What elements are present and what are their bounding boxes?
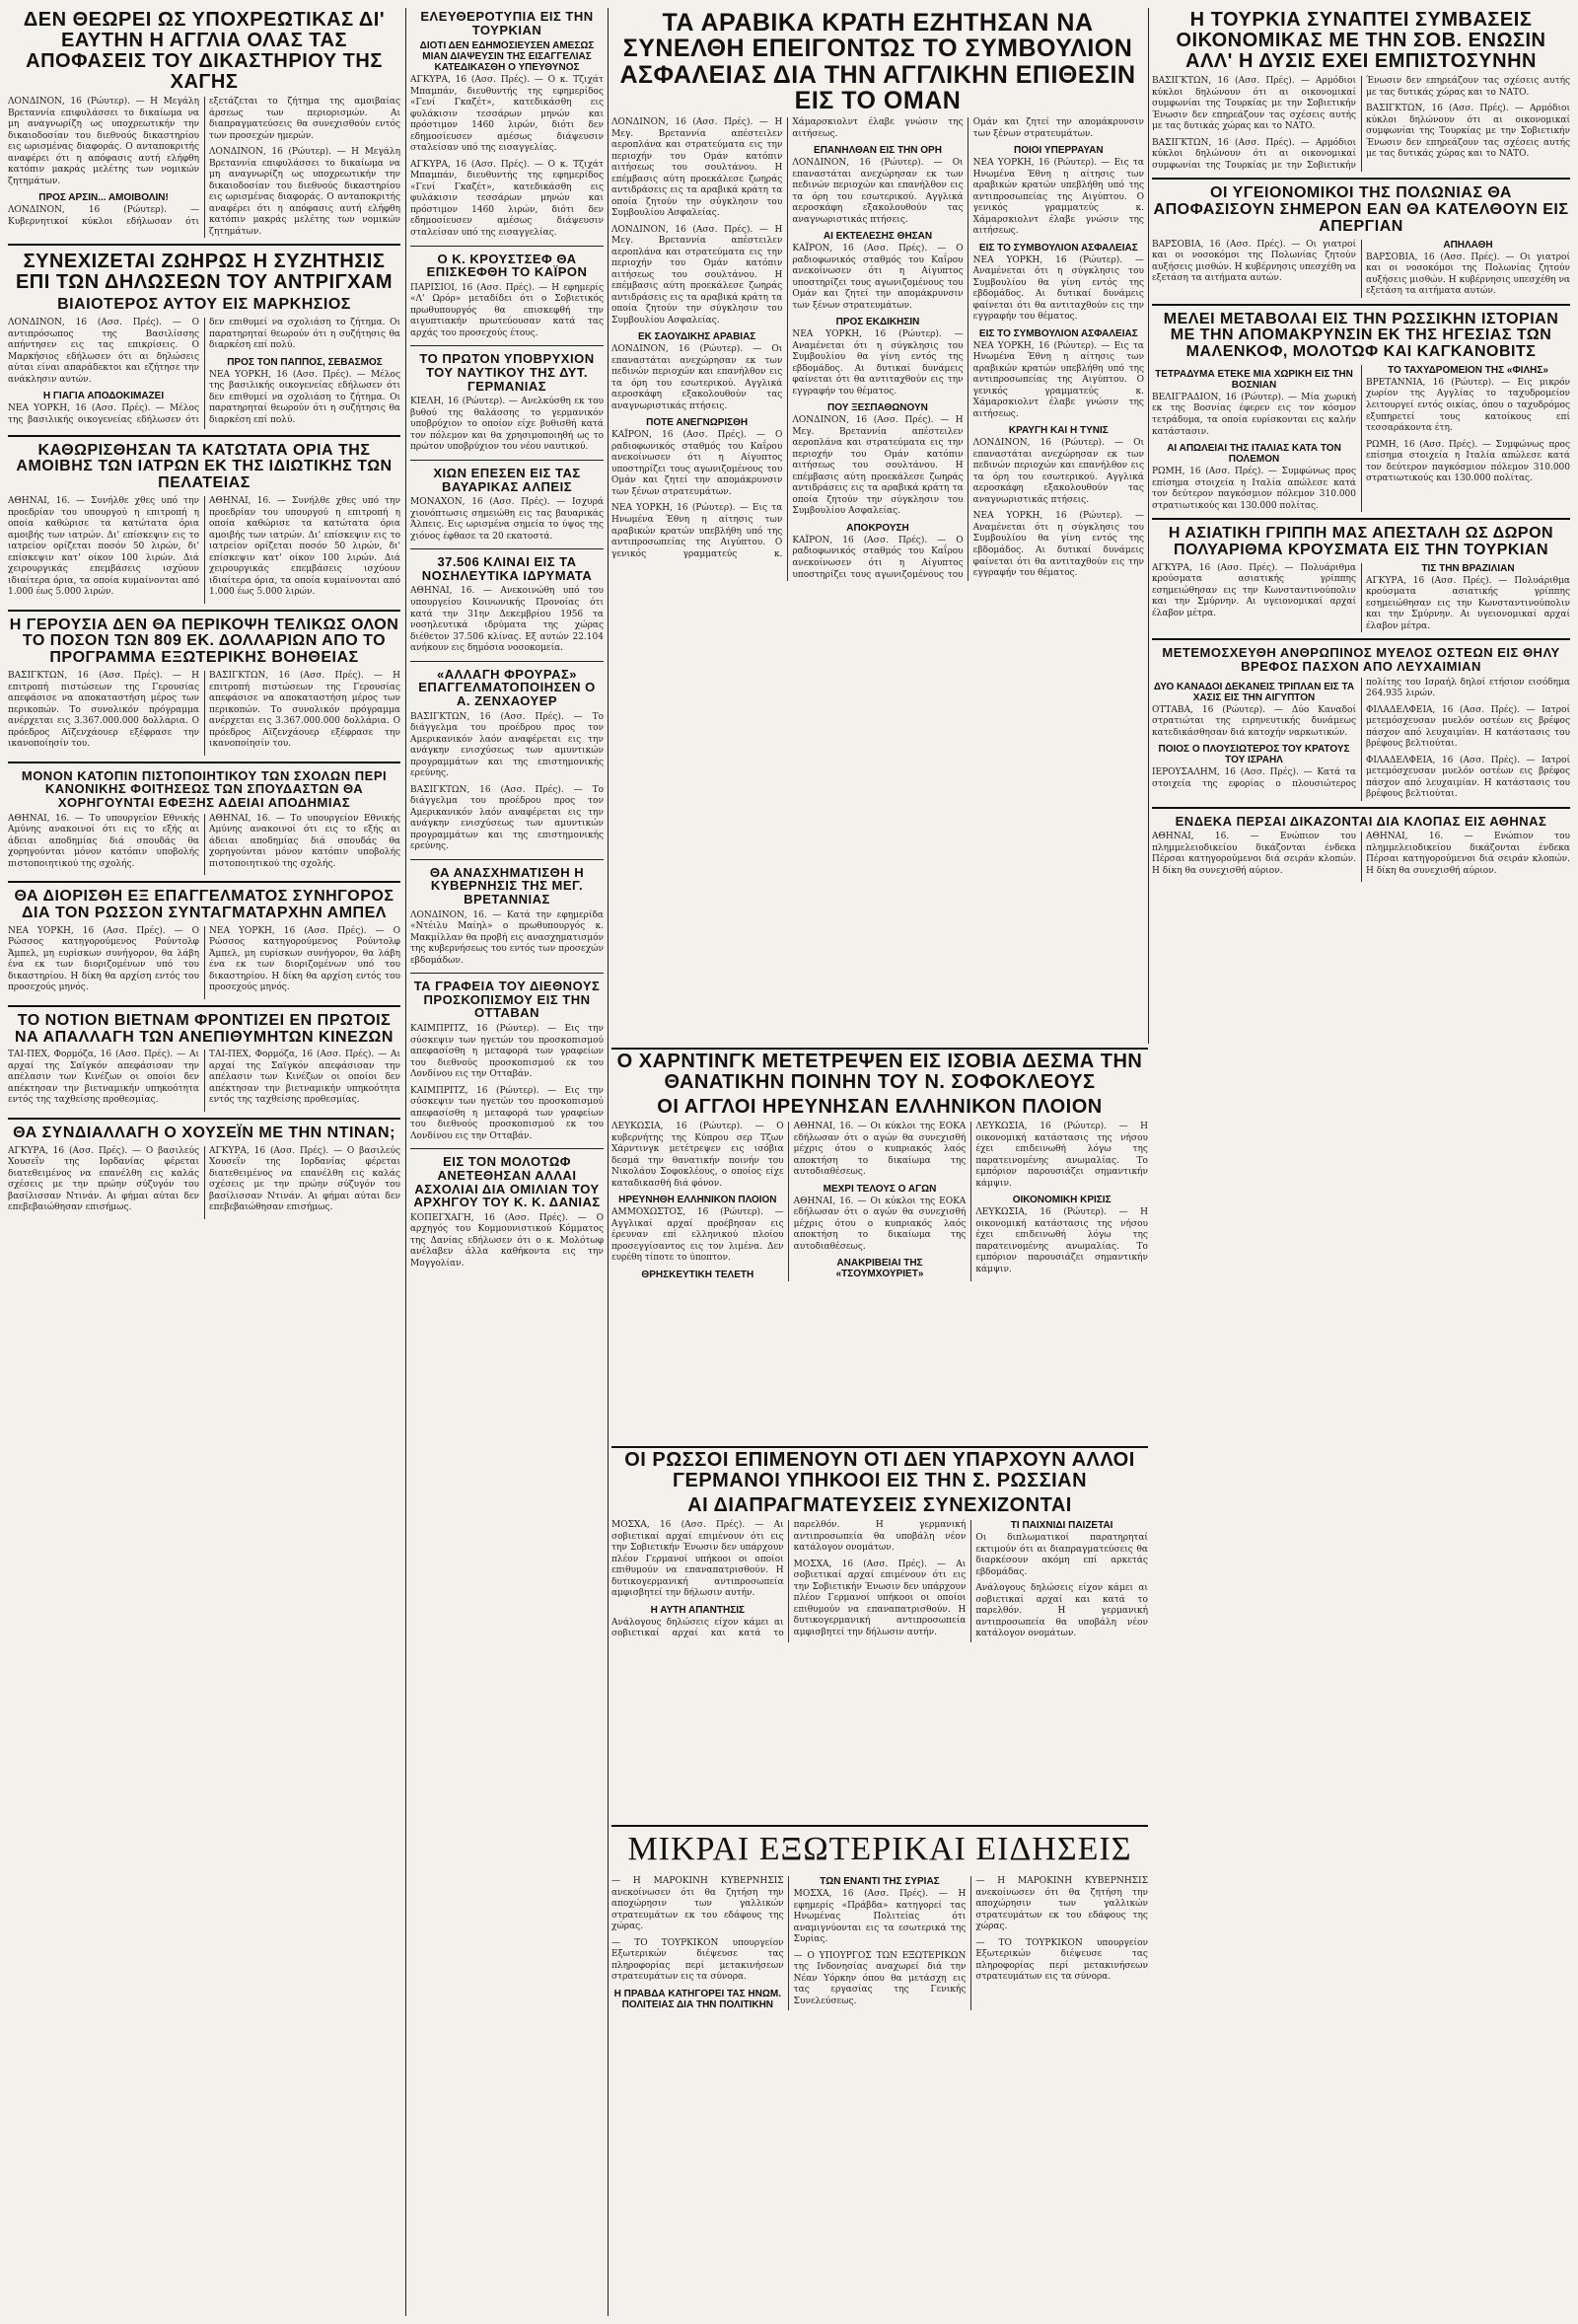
column-5: [1152, 8, 1570, 2316]
rule: [1152, 518, 1570, 520]
small-text-2b: — ΤΟ ΤΟΥΡΚΙΚΟΝ υπουργείον Εξωτερικών διέψευσε τας πληροφορίας περί μετακινήσεων στρατευμάτων εις τα σύνορα.: [975, 1937, 1148, 1983]
oman-text-12: ΝΕΑ ΥΟΡΚΗ, 16 (Ρώυτερ). — Αναμένεται ότι η σύγκλησις του Συμβουλίου θα γίνη εντός της εβδομάδος. Αι δυτικαί δυνάμεις φαίνεται ότι θα αντιταχθούν εις την εγγραφήν του θέματος.: [972, 511, 1144, 579]
cyprus-text-2b: ΑΘΗΝΑΙ, 16. — Οι κύκλοι της ΕΟΚΑ εδήλωσαν ότι ο αγών θα συνεχισθή μέχρις ότου ο κυπριακός λαός αποκτήση το δικαίωμα της αυτοδιαθέσεως.: [793, 1122, 967, 1178]
oman-text-10: ΚΑΪΡΟΝ, 16 (Ασσ. Πρές). — Ο ραδιοφωνικός σταθμός του Καΐρου ανεκοίνωσεν ότι η Αίγυπτος υποστηρίζει τους αγωνιζομένους του Ομάν και ζητεί την απομάκρυνσιν των ξένων στρατευμάτων.: [792, 117, 1144, 580]
article-b6-text: ΒΑΣΙΓΚΤΩΝ, 16 (Ασσ. Πρές). — Το διάγγελμα του προέδρου προς τον Αμερικανικόν λαόν αναφέρεται εις την ανάγκην ενισχύσεως των αμυντικών προγραμμάτων και της επιστημονικής ερεύνης.: [410, 711, 604, 779]
headline-b9: ΕΙΣ ΤΟΝ ΜΟΛΟΤΩΦ ΑΝΕΤΕΘΗΣΑΝ ΑΛΛΑΙ ΑΣΧΟΛΙΑΙ ΔΙΑ ΟΜΙΛΙΑΝ ΤΟΥ ΑΡΧΗΓΟΥ ΤΟΥ Κ. Κ. ΔΑΝΙΑΣ: [413, 1154, 601, 1210]
headline-c7: ΜΕΤΕΜΟΣΧΕΥΘΗ ΑΝΘΡΩΠΙΝΟΣ ΜΥΕΛΟΣ ΟΣΤΕΩΝ ΕΙΣ ΘΗΛΥ ΒΡΕΦΟΣ ΠΑΣΧΟΝ ΑΠΟ ΛΕΥΧΑΙΜΙΑΝ: [1162, 645, 1560, 674]
small-text-3: ΜΟΣΧΑ, 16 (Ασσ. Πρές). — Η εφημερίς «Πράβδα» κατηγορεί τας Ηνωμένας Πολιτείας ότι αναμιγνύονται εις τα εσωτερικά της Συρίας.: [793, 1889, 967, 1945]
headline-a5: ΜΟΝΟΝ ΚΑΤΟΠΙΝ ΠΙΣΤΟΠΟΙΗΤΙΚΟΥ ΤΩΝ ΣΧΟΛΩΝ ΠΕΡΙ ΚΑΝΟΝΙΚΗΣ ΦΟΙΤΗΣΕΩΣ ΤΩΝ ΣΠΟΥΔΑΣΤΩΝ ΘΑ ΧΟΡΗΓΟΥΝΤΑΙ ΕΦΕΞΗΣ ΑΔΕΙΑΙ ΑΠΟΔΗΜΙΑΣ: [21, 767, 388, 810]
russia-story: [611, 1446, 1148, 1823]
article-c6-text-b: ΑΓΚΥΡΑ, 16 (Ασσ. Πρές). — Πολυάριθμα κρούσματα ασιατικής γρίππης εσημειώθησαν εις την Κωνσταντινούπολιν και την Σμύρνην. Αι υγειονομικαί αρχαί έλαβον μέτρα.: [1366, 575, 1570, 631]
article-c1-text-b: ΒΑΣΙΓΚΤΩΝ, 16 (Ασσ. Πρές). — Αρμόδιοι κύκλοι δηλώνουν ότι αι οικονομικαί συμφωνίαι της Τουρκίας με την Σοβιετικήν Ένωσιν δεν επηρεάζουν τας σχέσεις αυτής με τας δυτικάς χώρας και το ΝΑΤΟ.: [1152, 76, 1570, 171]
article-a5-text: ΑΘΗΝΑΙ, 16. — Το υπουργείον Εθνικής Αμύνης ανακοινοί ότι εις το εξής αι άδειαι αποδημίας διά σπουδάς θα χορηγούνται μόνον κατόπιν υποβολής πιστοποιητικού της σχολής.: [8, 813, 199, 869]
article-a2-text2: ΝΕΑ ΥΟΡΚΗ, 16 (Ασσ. Πρές). — Μέλος της βασιλικής οικογενείας εδήλωσεν ότι δεν επιθυμεί να σχολιάση το ζήτημα. Οι παρατηρηταί θεωρούν ότι η συζήτησις θα διαρκέση επί πολύ.: [209, 369, 400, 425]
russia-sub-2: ΤΙ ΠΑΙΧΝΙΔΙ ΠΑΙΖΕΤΑΙ: [1010, 1520, 1113, 1531]
oman-sub-8: ΠΟΤΕ ΑΝΕΓΝΩΡΙΣΘΗ: [646, 417, 749, 429]
headline-c2: ΟΙ ΥΓΕΙΟΝΟΜΙΚΟΙ ΤΗΣ ΠΟΛΩΝΙΑΣ ΘΑ ΑΠΟΦΑΣΙΣΟΥΝ ΣΗΜΕΡΟΝ ΕΑΝ ΘΑ ΚΑΤΕΛΘΟΥΝ ΕΙΣ ΑΠΕΡΓΙΑΝ: [1153, 184, 1569, 235]
article-a7-text-b: ΤΑΙ-ΠΕΧ, Φορμόζα, 16 (Ασσ. Πρές). — Αι αρχαί της Σαϊγκόν απεφάσισαν την απέλασιν των Κινέζων οι οποίοι δεν απέκτησαν την βιετναμικήν υπηκοότητα εντός της ταχθείσης προθεσμίας.: [209, 1050, 400, 1106]
rule: [1152, 178, 1570, 180]
article-b6-text-b: ΒΑΣΙΓΚΤΩΝ, 16 (Ασσ. Πρές). — Το διάγγελμα του προέδρου προς τον Αμερικανικόν λαόν αναφέρεται εις την ανάγκην ενισχύσεως των αμυντικών προγραμμάτων και της επιστημονικής ερεύνης.: [410, 784, 604, 852]
article-a6-text-b: ΝΕΑ ΥΟΡΚΗ, 16 (Ασσ. Πρές). — Ο Ρώσσος κατηγορούμενος Ρούντολφ Άμπελ, μη ευρίσκων συνήγορον, θα λάβη ένα εκ των διοριζομένων υπό του δικαστηρίου. Η δίκη θα αρχίση εντός του προσεχούς μηνός.: [209, 925, 400, 993]
headline-small-news: ΜΙΚΡΑΙ ΕΞΩΤΕΡΙΚΑΙ ΕΙΔΗΣΕΙΣ: [627, 1831, 1132, 1867]
article-a3-text-b: ΑΘΗΝΑΙ, 16. — Συνήλθε χθες υπό την προεδρίαν του υπουργού η επιτροπή η οποία καθώρισε τα κατώτατα όρια αμοιβής των ιατρών. Δι' επίσκεψιν εις το ιατρείον ορίζεται ποσόν 50 λιρών, δι' επίσκεψιν κατ' οίκον 100 λιρών. Διά χειρουργικάς επεμβάσεις ισχύουν ιδιαίτερα όρια, τα οποία κυμαίνονται από 1.000 έως 5.000 λιρών.: [209, 496, 400, 598]
article-b8-text-b: ΚΑΙΜΠΡΙΤΖ, 16 (Ρώυτερ). — Εις την σύσκεψιν των ηγετών του προσκοπισμού απεφασίσθη η μεταφορά των γραφείων του διεθνούς προσκοπισμού εκ του Λονδίνου εις την Οτταβάν.: [410, 1085, 604, 1141]
headline-c10: ΕΝΔΕΚΑ ΠΕΡΣΑΙ ΔΙΚΑΖΟΝΤΑΙ ΔΙΑ ΚΛΟΠΑΣ ΕΙΣ ΑΘΗΝΑΣ: [1175, 813, 1547, 829]
article-a8-body: [8, 1146, 400, 1219]
article-c1-text: ΒΑΣΙΓΚΤΩΝ, 16 (Ασσ. Πρές). — Αρμόδιοι κύκλοι δηλώνουν ότι αι οικονομικαί συμφωνίαι της Τουρκίας με την Σοβιετικήν Ένωσιν δεν επηρεάζουν τας σχέσεις αυτής με τας δυτικάς χώρας και το ΝΑΤΟ.: [1152, 76, 1356, 132]
russia-text-1b: ΜΟΣΧΑ, 16 (Ασσ. Πρές). — Αι σοβιετικαί αρχαί επιμένουν ότι εις την Σοβιετικήν Ένωσιν δεν υπάρχουν πλέον Γερμανοί υπήκοοι οι οποίοι επιθυμούν να επαναπατρισθούν. Η δυτικογερμανική αντιπροσωπεία αμφισβητεί την δήλωσιν αυτήν.: [793, 1559, 967, 1637]
oman-text-3: ΚΑΪΡΟΝ, 16 (Ασσ. Πρές). — Ο ραδιοφωνικός σταθμός του Καΐρου ανεκοίνωσεν ότι η Αίγυπτος υποστηρίζει τους αγωνιζομένους του Ομάν και ζητεί την απομάκρυνσιν των ξένων στρατευμάτων.: [792, 244, 964, 311]
article-c6-text: ΑΓΚΥΡΑ, 16 (Ασσ. Πρές). — Πολυάριθμα κρούσματα ασιατικής γρίππης εσημειώθησαν εις την Κωνσταντινούπολιν και την Σμύρνην. Αι υγειονομικαί αρχαί έλαβον μέτρα.: [1152, 562, 1356, 618]
rule: [8, 762, 400, 763]
headline-c6: Η ΑΣΙΑΤΙΚΗ ΓΡΙΠΠΗ ΜΑΣ ΑΠΕΣΤΑΛΗ ΩΣ ΔΩΡΟΝ ΠΟΛΥΑΡΙΘΜΑ ΚΡΟΥΣΜΑΤΑ ΕΙΣ ΤΗΝ ΤΟΥΡΚΙΑΝ: [1168, 525, 1554, 558]
headline-c5: ΤΟ ΤΑΧΥΔΡΟΜΕΙΟΝ ΤΗΣ «ΦΙΛΗΣ»: [1388, 364, 1548, 376]
article-b5-text: ΑΘΗΝΑΙ, 16. — Ανεκοινώθη υπό του υπουργείου Κοινωνικής Προνοίας ότι κατά την 31ην Δεκεμβρίου 1956 τα νοσηλευτικά ιδρύματα της χώρας διέθετον 37.506 κλίνας. Εξ αυτών 22.104 ανήκουν εις δημόσια νοσοκομεία.: [410, 586, 604, 654]
small-text-4: — Ο ΥΠΟΥΡΓΟΣ ΤΩΝ ΕΞΩΤΕΡΙΚΩΝ της Ινδονησίας αναχωρεί διά την Νέαν Υόρκην όπου θα μετάσχη εις τας εργασίας της Γενικής Συνελεύσεως.: [793, 1950, 967, 2006]
article-a5-text-b: ΑΘΗΝΑΙ, 16. — Το υπουργείον Εθνικής Αμύνης ανακοινοί ότι εις το εξής αι άδειαι αποδημίας διά σπουδάς θα χορηγούνται μόνον κατόπιν υποβολής πιστοποιητικού της σχολής.: [209, 813, 400, 869]
article-c2-sub: ΑΠΗΛΑΘΗ: [1443, 239, 1493, 251]
small-text-1: — Η ΜΑΡΟΚΙΝΗ ΚΥΒΕΡΝΗΣΙΣ ανεκοίνωσεν ότι θα ζητήση την αποχώρησιν των γαλλικών στρατευμάτων εκ του εδάφους της χώρας.: [611, 1876, 784, 1932]
subheadline-a2: ΒΙΑΙΟΤΕΡΟΣ ΑΥΤΟΥ ΕΙΣ ΜΑΡΚΗΣΙΟΣ: [57, 296, 351, 314]
russia-text-2b: Ανάλογους δηλώσεις είχον κάμει αι σοβιετικαί αρχαί και κατά το παρελθόν. Η γερμανική αντιπροσωπεία θα υποβάλη νέον κατάλογον ονομάτων.: [975, 1583, 1148, 1639]
article-a4-body: [8, 671, 400, 756]
article-b8-text: ΚΑΙΜΠΡΙΤΖ, 16 (Ρώυτερ). — Εις την σύσκεψιν των ηγετών του προσκοπισμού απεφασίσθη η μεταφορά των γραφείων του διεθνούς προσκοπισμού εκ του Λονδίνου εις την Οτταβάν.: [410, 1024, 604, 1080]
column-rule: [405, 8, 406, 2316]
article-c2-text: ΒΑΡΣΟΒΙΑ, 16 (Ασσ. Πρές). — Οι γιατροί και οι νοσοκόμοι της Πολωνίας ζητούν αυξήσεις μισθών. Η κυβέρνησις υπεσχέθη να εξετάση τα αιτήματα αυτών.: [1152, 239, 1356, 284]
headline-oman: ΤΑ ΑΡΑΒΙΚΑ ΚΡΑΤΗ ΕΖΗΤΗΣΑΝ ΝΑ ΣΥΝΕΛΘΗ ΕΠΕΙΓΟΝΤΩΣ ΤΟ ΣΥΜΒΟΥΛΙΟΝ ΑΣΦΑΛΕΙΑΣ ΔΙΑ ΤΗΝ ΑΓΓΛΙΚΗΝ ΕΠΙΘΕΣΙΝ ΕΙΣ ΤΟ ΟΜΑΝ: [619, 9, 1136, 114]
oman-sub-5: ΠΡΟΣ ΕΚΔΙΚΗΣΙΝ: [835, 317, 920, 328]
article-a1-text-repeat: ΛΟΝΔΙΝΟΝ, 16 (Ρώυτερ). — Η Μεγάλη Βρεταννία επιφυλάσσει το δικαίωμα να μη αναγνωρίζη ως υποχρεωτικήν την δικαιοδοσίαν του διεθνούς δικαστηρίου εις ωρισμένας διαφοράς. Ο ανταποκριτής αναφέρει ότι η απόφασις αυτή ελήφθη κατόπιν μακράς μελέτης των νομικών ζητημάτων.: [209, 147, 400, 237]
headline-b4: ΧΙΩΝ ΕΠΕΣΕΝ ΕΙΣ ΤΑΣ ΒΑΥΑΡΙΚΑΣ ΑΛΠΕΙΣ: [433, 465, 581, 494]
headline-b6: «ΑΛΛΑΓΗ ΦΡΟΥΡΑΣ» ΕΠΑΓΓΕΛΜΑΤΟΠΟΙΗΣΕΝ Ο Α. ΖΕΝΧΑΟΥΕΡ: [418, 666, 596, 708]
headline-c4: ΑΙ ΑΠΩΛΕΙΑΙ ΤΗΣ ΙΤΑΛΙΑΣ ΚΑΤΑ ΤΟΝ ΠΟΛΕΜΟΝ: [1167, 443, 1341, 466]
article-b1-text-b: ΑΓΚΥΡΑ, 16 (Ασσ. Πρές). — Ο κ. Τζιχάτ Μπαμπάν, διευθυντής της εφημερίδος «Γενί Γκαζέτ», κατεδικάσθη εις φυλάκισιν τεσσάρων μηνών και πρόστιμον 1460 λιρών, διότι δεν εδημοσίευσεν αμέσως διάψευσιν σταλείσαν υπό της εισαγγελίας.: [410, 159, 604, 238]
rule: [1152, 807, 1570, 809]
small-news: [611, 1825, 1148, 2318]
headline-b8: ΤΑ ΓΡΑΦΕΙΑ ΤΟΥ ΔΙΕΘΝΟΥΣ ΠΡΟΣΚΟΠΙΣΜΟΥ ΕΙΣ ΤΗΝ ΟΤΤΑΒΑΝ: [413, 979, 601, 1021]
rule: [410, 1148, 604, 1149]
oman-text-1b: ΛΟΝΔΙΝΟΝ, 16 (Ασσ. Πρές). — Η Μεγ. Βρεταννία απέστειλεν αεροπλάνα και στρατεύματα εις την περιοχήν του Ομάν κατόπιν αιτήσεως του σουλτάνου. Η επέμβασις αύτη προεκάλεσε ζωηράς αντιδράσεις εις τα αραβικά κράτη τα οποία ζητούν την σύγκλησιν του Συμβουλίου Ασφαλείας.: [611, 224, 783, 326]
headline-b2: Ο Κ. ΚΡΟΥΣΤΣΕΦ ΘΑ ΕΠΙΣΚΕΦΘΗ ΤΟ ΚΑΪΡΟΝ: [426, 251, 588, 280]
headline-harding: Ο ΧΑΡΝΤΙΝΓΚ ΜΕΤΕΤΡΕΨΕΝ ΕΙΣ ΙΣΟΒΙΑ ΔΕΣΜΑ ΤΗΝ ΘΑΝΑΤΙΚΗΝ ΠΟΙΝΗΝ ΤΟΥ Ν. ΣΟΦΟΚΛΕΟΥΣ: [616, 1051, 1143, 1093]
rule: [8, 610, 400, 612]
cyprus-text-2: ΑΘΗΝΑΙ, 16. — Οι κύκλοι της ΕΟΚΑ εδήλωσαν ότι ο αγών θα συνεχισθή μέχρις ότου ο κυπριακός λαός αποκτήση το δικαίωμα της αυτοδιαθέσεως.: [793, 1196, 967, 1252]
article-c6-sub: ΤΙΣ ΤΗΝ ΒΡΑΖΙΛΙΑΝ: [1421, 562, 1515, 574]
article-a7-body: [8, 1050, 400, 1112]
article-c3-text: ΒΕΛΙΓΡΑΔΙΟΝ, 16 (Ρώυτερ). — Μία χωρική εκ της Βοσνίας έφερεν εις τον κόσμον τετράδυμα, τα οποία ευρίσκονται εις καλήν κατάστασιν.: [1152, 392, 1356, 437]
headline-a8: ΘΑ ΣΥΝΔΙΑΛΛΑΓΗ Ο ΧΟΥΣΕΪΝ ΜΕ ΤΗΝ ΝΤΙΝΑΝ;: [13, 1125, 395, 1141]
headline-b1: ΕΛΕΥΘΕΡΟΤΥΠΙΑ ΕΙΣ ΤΗΝ ΤΟΥΡΚΙΑΝ: [420, 9, 594, 37]
article-b9-text: ΚΟΠΕΓΧΑΓΗ, 16 (Ασσ. Πρές). — Ο αρχηγός του Κομμουνιστικού Κόμματος της Δανίας εδήλωσεν ότι ο κ. Μολότωφ ανέλαβεν άλλα καθήκοντα εις την Μογγολίαν.: [410, 1212, 604, 1269]
rule: [410, 548, 604, 549]
article-a1-text: ΛΟΝΔΙΝΟΝ, 16 (Ρώυτερ). — Η Μεγάλη Βρεταννία επιφυλάσσει το δικαίωμα να μη αναγνωρίζη ως υποχρεωτικήν την δικαιοδοσίαν του διεθνούς δικαστηρίου εις ωρισμένας διαφοράς. Ο ανταποκριτής αναφέρει ότι η απόφασις αυτή ελήφθη κατόπιν μακράς μελέτης των νομικών ζητημάτων.: [8, 97, 199, 186]
russia-text-2: Ανάλογους δηλώσεις είχον κάμει αι σοβιετικαί αρχαί και κατά το παρελθόν. Η γερμανική αντιπροσωπεία θα υποβάλη νέον κατάλογον ονομάτων.: [611, 1520, 967, 1639]
article-a1-text2: ΛΟΝΔΙΝΟΝ, 16 (Ρώυτερ). — Κυβερνητικοί κύκλοι εδήλωσαν ότι εξετάζεται το ζήτημα της αμοιβαίας άρσεως των περιορισμών. Αι διαπραγματεύσεις θα συνεχισθούν εντός των προσεχών ημερών.: [8, 97, 400, 227]
headline-a2: ΣΥΝΕΧΙΖΕΤΑΙ ΖΩΗΡΩΣ Η ΣΥΖΗΤΗΣΙΣ ΕΠΙ ΤΩΝ ΔΗΛΩΣΕΩΝ ΤΟΥ ΑΝΤΡΙΓΧΑΜ: [15, 251, 394, 294]
article-b3-text: ΚΙΕΛΗ, 16 (Ρώυτερ). — Ανελκύσθη εκ του βυθού της θαλάσσης το γερμανικόν υποβρύχιον το οποίον είχε βυθισθή κατά τον πόλεμον και θα χρησιμοποιηθή ως το πρώτον υποβρύχιον του νέου ναυτικού.: [410, 397, 604, 453]
rule: [1152, 304, 1570, 306]
article-c2-text-b: ΒΑΡΣΟΒΙΑ, 16 (Ασσ. Πρές). — Οι γιατροί και οι νοσοκόμοι της Πολωνίας ζητούν αυξήσεις μισθών. Η κυβέρνησις υπεσχέθη να εξετάση τα αιτήματα αυτών.: [1366, 252, 1570, 297]
oman-text-8b: ΝΕΑ ΥΟΡΚΗ, 16 (Ρώυτερ). — Εις τα Ηνωμένα Έθνη η αίτησις των αραβικών κρατών υπεβλήθη υπό της αντιπροσωπείας της Αιγύπτου. Ο γενικός γραμματεύς κ. Χάμαρσκιολντ έλαβε γνώσιν της αιτήσεως.: [611, 117, 964, 559]
top-center-story: [611, 8, 1144, 1044]
cyprus-sub-4: ΘΡΗΣΚΕΥΤΙΚΗ ΤΕΛΕΤΗ: [641, 1269, 754, 1280]
subheadline-b1: ΔΙΟΤΙ ΔΕΝ ΕΔΗΜΟΣΙΕΥΣΕΝ ΑΜΕΣΩΣ ΜΙΑΝ ΔΙΑΨΕΥΣΙΝ ΤΗΣ ΕΙΣΑΓΓΕΛΙΑΣ ΚΑΤΕΔΙΚΑΣΘΗ Ο ΥΠΕΥΘΥΝΟΣ: [419, 40, 595, 74]
article-b4-text: ΜΟΝΑΧΟΝ, 16 (Ασσ. Πρές). — Ισχυρά χιονόπτωσις σημειώθη εις τας βαυαρικάς Άλπεις. Εις ωρισμένα σημεία το ύψος της χιόνος έφθασε τα 20 εκατοστά.: [410, 497, 604, 542]
article-a2-text-b: ΝΕΑ ΥΟΡΚΗ, 16 (Ασσ. Πρές). — Μέλος της βασιλικής οικογενείας εδήλωσεν ότι δεν επιθυμεί να σχολιάση το ζήτημα. Οι παρατηρηταί θεωρούν ότι η συζήτησις θα διαρκέση επί πολύ.: [8, 317, 400, 425]
cyprus-text-1: ΛΕΥΚΩΣΙΑ, 16 (Ρώυτερ). — Ο κυβερνήτης της Κύπρου σερ Τζων Χάρντινγκ μετέτρεψεν εις ισόβια δεσμά την θανατικήν ποινήν του Νικολάου Σοφοκλέους, ο οποίος είχε καταδικασθή διά φόνον.: [611, 1122, 784, 1189]
cyprus-sub-5: ΑΝΑΚΡΙΒΕΙΑΙ ΤΗΣ «ΤΣΟΥΜΧΟΥΡΙΕΤ»: [835, 1258, 924, 1280]
oman-body: [611, 117, 1144, 581]
article-a2-text: ΛΟΝΔΙΝΟΝ, 16 (Ασσ. Πρές). — Ο αντιπρόσωπος της Βασιλίσσης απήντησεν εις τας επικρίσεις. Ο Μαρκήσιος εδήλωσεν ότι αι δηλώσεις αύται είναι απαράδεκτοι και εζήτησε την ανάκλησιν αυτών.: [8, 317, 199, 385]
article-b2-text: ΠΑΡΙΣΙΟΙ, 16 (Ασσ. Πρές). — Η εφημερίς «Λ' Ωρόρ» μεταδίδει ότι ο Σοβιετικός πρωθυπουργός θα επισκεφθή την αιγυπτιακήν πρωτεύουσαν κατά τας αρχάς του προσεχούς έτους.: [410, 282, 604, 338]
oman-text-1: ΛΟΝΔΙΝΟΝ, 16 (Ασσ. Πρές). — Η Μεγ. Βρεταννία απέστειλεν αεροπλάνα και στρατεύματα εις την περιοχήν του Ομάν κατόπιν αιτήσεως του σουλτάνου. Η επέμβασις αύτη προεκάλεσε ζωηράς αντιδράσεις εις τα αραβικά κράτη τα οποία ζητούν την σύγκλησιν του Συμβουλίου Ασφαλείας.: [611, 117, 783, 219]
rule: [8, 244, 400, 246]
headline-a7: ΤΟ ΝΟΤΙΟΝ ΒΙΕΤΝΑΜ ΦΡΟΝΤΙΖΕΙ ΕΝ ΠΡΩΤΟΙΣ ΝΑ ΑΠΑΛΛΑΓΗ ΤΩΝ ΑΝΕΠΙΘΥΜΗΤΩΝ ΚΙΝΕΖΩΝ: [15, 1011, 394, 1046]
headline-b7: ΘΑ ΑΝΑΣΧΗΜΑΤΙΣΘΗ Η ΚΥΒΕΡΝΗΣΙΣ ΤΗΣ ΜΕΓ. ΒΡΕΤΑΝΝΙΑΣ: [429, 864, 585, 907]
headline-a1: ΔΕΝ ΘΕΩΡΕΙ ΩΣ ΥΠΟΧΡΕΩΤΙΚΑΣ ΔΙ' ΕΑΥΤΗΝ Η ΑΓΓΛΙΑ ΟΛΑΣ ΤΑΣ ΑΠΟΦΑΣΕΙΣ ΤΟΥ ΔΙΚΑΣΤΗΡΙΟΥ ΤΗΣ ΧΑΓΗΣ: [23, 9, 386, 93]
article-b7-text: ΛΟΝΔΙΝΟΝ, 16. — Κατά την εφημερίδα «Ντέιλυ Μαίηλ» ο πρωθυπουργός κ. Μακμίλλαν θα προβή εις ανασχηματισμόν της κυβερνήσεως του εντός των προσεχών εβδομάδων.: [410, 909, 604, 966]
article-c5-text-b: ΡΩΜΗ, 16 (Ασσ. Πρές). — Συμφώνως προς επίσημα στοιχεία η Ιταλία απώλεσε κατά τον δεύτερον παγκόσμιον πόλεμον 310.000 στρατιωτικούς και 130.000 πολίτας.: [1366, 439, 1570, 484]
article-a6-text: ΝΕΑ ΥΟΡΚΗ, 16 (Ασσ. Πρές). — Ο Ρώσσος κατηγορούμενος Ρούντολφ Άμπελ, μη ευρίσκων συνήγορον, θα λάβη ένα εκ των διοριζομένων υπό του δικαστηρίου. Η δίκη θα αρχίση εντός του προσεχούς μηνός.: [8, 925, 199, 993]
column-rule: [608, 8, 609, 2316]
small-text-2: — ΤΟ ΤΟΥΡΚΙΚΟΝ υπουργείον Εξωτερικών διέψευσε τας πληροφορίας περί μετακινήσεων στρατευμάτων εις τα σύνορα.: [611, 1937, 784, 1983]
article-a5-body: [8, 814, 400, 876]
oman-sub-2: ΑΙ ΕΚΤΕΛΕΣΗΣ ΘΗΣΑΝ: [823, 231, 933, 243]
oman-text-2: ΛΟΝΔΙΝΟΝ, 16 (Ρώυτερ). — Οι επαναστάται ανεχώρησαν εκ των πεδινών περιοχών και επανήλθον εις τα όρη του εσωτερικού. Αγγλικά αεροσκάφη εξακολουθούν τας αναγνωριστικάς πτήσεις.: [792, 158, 964, 225]
article-c1-text-c: ΒΑΣΙΓΚΤΩΝ, 16 (Ασσ. Πρές). — Αρμόδιοι κύκλοι δηλώνουν ότι αι οικονομικαί συμφωνίαι της Τουρκίας με την Σοβιετικήν Ένωσιν δεν επηρεάζουν τας σχέσεις αυτής με τας δυτικάς χώρας και το ΝΑΤΟ.: [1366, 104, 1570, 160]
headline-c9: ΠΟΙΟΣ Ο ΠΛΟΥΣΙΩΤΕΡΟΣ ΤΟΥ ΚΡΑΤΟΥΣ ΤΟΥ ΙΣΡΑΗΛ: [1158, 744, 1350, 766]
article-c4-text: ΡΩΜΗ, 16 (Ασσ. Πρές). — Συμφώνως προς επίσημα στοιχεία η Ιταλία απώλεσε κατά τον δεύτερον παγκόσμιον πόλεμον 310.000 στρατιωτικούς και 130.000 πολίτας.: [1152, 467, 1356, 511]
column-2: [410, 8, 604, 2316]
cyprus-sub-1: ΜΕΧΡΙ ΤΕΛΟΥΣ Ο ΑΓΩΝ: [823, 1183, 937, 1195]
small-sub-1: Η ΠΡΑΒΔΑ ΚΑΤΗΓΟΡΕΙ ΤΑΣ ΗΝΩΜ. ΠΟΛΙΤΕΙΑΣ ΔΙΑ ΤΗΝ ΠΟΛΙΤΙΚΗΝ ΤΩΝ ΕΝΑΝΤΙ ΤΗΣ ΣΥΡΙΑΣ: [613, 1876, 940, 2010]
article-c1-body: [1152, 76, 1570, 172]
russia-text-1: ΜΟΣΧΑ, 16 (Ασσ. Πρές). — Αι σοβιετικαί αρχαί επιμένουν ότι εις την Σοβιετικήν Ένωσιν δεν υπάρχουν πλέον Γερμανοί υπήκοοι οι οποίοι επιθυμούν να επαναπατρισθούν. Η δυτικογερμανική αντιπροσωπεία αμφισβητεί την δήλωσιν αυτήν.: [611, 1520, 784, 1599]
article-c6-body: [1152, 563, 1570, 633]
headline-greek-ship: ΟΙ ΑΓΓΛΟΙ ΗΡΕΥΝΗΣΑΝ ΕΛΛΗΝΙΚΟΝ ΠΛΟΙΟΝ: [657, 1096, 1103, 1118]
rule: [410, 859, 604, 860]
article-c7-text: ΦΙΛΑΔΕΛΦΕΙΑ, 16 (Ασσ. Πρές). — Ιατροί μετεμόσχευσαν μυελόν οστέων εις βρέφος πάσχον από λευχαιμίαν. Η κατάστασις του βρέφους βελτιούται.: [1366, 704, 1570, 750]
oman-sub-11: ΚΡΑΥΓΗ ΚΑΙ Η ΤΥΝΙΣ: [1008, 425, 1109, 437]
russia-text-3: Οι διπλωματικοί παρατηρηταί εκτιμούν ότι αι διαπραγματεύσεις θα διαρκέσουν ακόμη επί αρκετάς εβδομάδας.: [975, 1533, 1148, 1577]
article-a4-text: ΒΑΣΙΓΚΤΩΝ, 16 (Ασσ. Πρές). — Η επιτροπή πιστώσεων της Γερουσίας απεφάσισε να αποκαταστήση μέρος των περικοπών. Το συνολικόν πρόγραμμα ανέρχεται εις 3.367.000.000 δολλάρια. Ο πρόεδρος Αϊζενχάουερ εξέφρασε την ικανοποίησίν του.: [8, 671, 199, 750]
oman-sub-4: ΕΙΣ ΤΟ ΣΥΜΒΟΥΛΙΟΝ ΑΣΦΑΛΕΙΑΣ: [978, 242, 1138, 254]
cyprus-sub-2: ΗΡΕΥΝΗΘΗ ΕΛΛΗΝΙΚΟΝ ΠΛΟΙΟΝ: [618, 1195, 777, 1206]
article-a8-text-b: ΑΓΚΥΡΑ, 16 (Ασσ. Πρές). — Ο βασιλεύς Χουσεΐν της Ιορδανίας φέρεται διατεθειμένος να επανέλθη εις καλάς σχέσεις με την πρώην σύζυγόν του βασίλισσαν Ντινάν. Αι φήμαι αύται δεν επεβεβαιώθησαν επισήμως.: [209, 1145, 400, 1213]
headline-c3: ΜΕΛΕΙ ΜΕΤΑΒΟΛΑΙ ΕΙΣ ΤΗΝ ΡΩΣΣΙΚΗΝ ΙΣΤΟΡΙΑΝ ΜΕ ΤΗΝ ΑΠΟΜΑΚΡΥΝΣΙΝ ΕΚ ΤΗΣ ΗΓΕΣΙΑΣ ΤΩΝ ΜΑΛΕΝΚΟΦ, ΜΟΛΟΤΩΦ ΚΑΙ ΚΑΓΚΑΝΟΒΙΤΣ: [1163, 310, 1559, 361]
oman-sub-3: ΠΟΙΟΙ ΥΠΕΡΡΑΥΑΝ: [1014, 145, 1104, 157]
cyprus-text-4: ΛΕΥΚΩΣΙΑ, 16 (Ρώυτερ). — Η οικονομική κατάστασις της νήσου έχει επιδεινωθή λόγω της παρατεινομένης ανωμαλίας. Το εμπόριον παρουσιάζει σημαντικήν κάμψιν.: [975, 1207, 1148, 1274]
oman-sub-6: ΠΟΥ ΞΕΣΠΑΘΩΝΟΥΝ: [827, 402, 928, 414]
oman-sub-7: ΕΚ ΣΑΟΥΔΙΚΗΣ ΑΡΑΒΙΑΣ: [638, 331, 756, 343]
article-a3-text: ΑΘΗΝΑΙ, 16. — Συνήλθε χθες υπό την προεδρίαν του υπουργού η επιτροπή η οποία καθώρισε τα κατώτατα όρια αμοιβής των ιατρών. Δι' επίσκεψιν εις το ιατρείον ορίζεται ποσόν 50 λιρών, δι' επίσκεψιν κατ' οίκον 100 λιρών. Διά χειρουργικάς επεμβάσεις ισχύουν ιδιαίτερα όρια, τα οποία κυμαίνονται από 1.000 έως 5.000 λιρών.: [8, 496, 199, 598]
oman-sub-9: ΕΙΣ ΤΟ ΣΥΜΒΟΥΛΙΟΝ ΑΣΦΑΛΕΙΑΣ: [978, 327, 1138, 339]
headline-b5: 37.506 ΚΛΙΝΑΙ ΕΙΣ ΤΑ ΝΟΣΗΛΕΥΤΙΚΑ ΙΔΡΥΜΑΤΑ: [421, 554, 593, 583]
oman-text-9: ΝΕΑ ΥΟΡΚΗ, 16 (Ρώυτερ). — Εις τα Ηνωμένα Έθνη η αίτησις των αραβικών κρατών υπεβλήθη υπό της αντιπροσωπείας της Αιγύπτου. Ο γενικός γραμματεύς κ. Χάμαρσκιολντ έλαβε γνώσιν της αιτήσεως.: [972, 340, 1144, 419]
russia-sub-1: Η ΑΥΤΗ ΑΠΑΝΤΗΣΙΣ: [650, 1604, 745, 1616]
cyprus-body: [611, 1122, 1148, 1281]
cyprus-sub-3: ΟΙΚΟΝΟΜΙΚΗ ΚΡΙΣΙΣ: [1012, 1195, 1112, 1206]
article-c10-text: ΑΘΗΝΑΙ, 16. — Ενώπιον του πλημμελειοδικείου δικάζονται ένδεκα Πέρσαι κατηγορούμενοι διά σειράν κλοπών. Η δίκη θα συνεχισθή αύριον.: [1152, 832, 1356, 876]
oman-text-6: ΛΟΝΔΙΝΟΝ, 16 (Ασσ. Πρές). — Η Μεγ. Βρεταννία απέστειλεν αεροπλάνα και στρατεύματα εις την περιοχήν του Ομάν κατόπιν αιτήσεως του σουλτάνου. Η επέμβασις αύτη προεκάλεσε ζωηράς αντιδράσεις εις τα αραβικά κράτη τα οποία ζητούν την σύγκλησιν του Συμβουλίου Ασφαλείας.: [792, 415, 964, 517]
oman-text-5b: ΝΕΑ ΥΟΡΚΗ, 16 (Ρώυτερ). — Αναμένεται ότι η σύγκλησις του Συμβουλίου θα γίνη εντός της εβδομάδος. Αι δυτικαί δυνάμεις φαίνεται ότι θα αντιταχθούν εις την εγγραφήν του θέματος.: [972, 254, 1144, 323]
headline-c8: ΔΥΟ ΚΑΝΑΔΟΙ ΔΕΚΑΝΕΙΣ ΤΡΙΠΛΑΝ ΕΙΣ ΤΑ ΧΑΣΙΣ ΕΙΣ ΤΗΝ ΑΙΓΥΠΤΟΝ: [1153, 681, 1355, 703]
article-c8-text: ΟΤΤΑΒΑ, 16 (Ρώυτερ). — Δύο Καναδοί στρατιώται της ειρηνευτικής δυνάμεως κατεδικάσθησαν διά κατοχήν ναρκωτικών.: [1152, 704, 1356, 738]
rule: [1152, 638, 1570, 640]
headline-russians: ΟΙ ΡΩΣΣΟΙ ΕΠΙΜΕΝΟΥΝ ΟΤΙ ΔΕΝ ΥΠΑΡΧΟΥΝ ΑΛΛΟΙ ΓΕΡΜΑΝΟΙ ΥΠΗΚΟΟΙ ΕΙΣ ΤΗΝ Σ. ΡΩΣΣΙΑΝ: [624, 1449, 1135, 1491]
rule: [410, 246, 604, 247]
article-c9-text: ΙΕΡΟΥΣΑΛΗΜ, 16 (Ασσ. Πρές). — Κατά τα στοιχεία της εφορίας ο πλουσιώτερος πολίτης του Ισραήλ δηλοί ετήσιον εισόδημα 264.935 λιρών.: [1152, 677, 1570, 789]
rule: [8, 1005, 400, 1007]
oman-sub-1: ΕΠΑΝΗΛΘΑΝ ΕΙΣ ΤΗΝ ΟΡΗ: [814, 145, 942, 157]
headline-b3: ΤΟ ΠΡΩΤΟΝ ΥΠΟΒΡΥΧΙΟΝ ΤΟΥ ΝΑΥΤΙΚΟΥ ΤΗΣ ΔΥΤ. ΓΕΡΜΑΝΙΑΣ: [419, 351, 595, 394]
rule: [410, 460, 604, 461]
article-a1-body: [8, 97, 400, 238]
oman-text-11: ΛΟΝΔΙΝΟΝ, 16 (Ρώυτερ). — Οι επαναστάται ανεχώρησαν εκ των πεδινών περιοχών και επανήλθον εις τα όρη του εσωτερικού. Αγγλικά αεροσκάφη εξακολουθούν τας αναγνωριστικάς πτήσεις.: [972, 438, 1144, 505]
article-a8-text: ΑΓΚΥΡΑ, 16 (Ασσ. Πρές). — Ο βασιλεύς Χουσεΐν της Ιορδανίας φέρεται διατεθειμένος να επανέλθη εις καλάς σχέσεις με την πρώην σύζυγόν του βασίλισσαν Ντινάν. Αι φήμαι αύται δεν επεβεβαιώθησαν επισήμως.: [8, 1145, 199, 1213]
headline-a4: Η ΓΕΡΟΥΣΙΑ ΔΕΝ ΘΑ ΠΕΡΙΚΟΨΗ ΤΕΛΙΚΩΣ ΟΛΟΝ ΤΟ ΠΟΣΟΝ ΤΩΝ 809 ΕΚ. ΔΟΛΛΑΡΙΩΝ ΑΠΟ ΤΟ ΠΡΟΓΡΑΜΜΑ ΕΞΩΤΕΡΙΚΗΣ ΒΟΗΘΕΙΑΣ: [9, 616, 399, 667]
oman-text-5: ΝΕΑ ΥΟΡΚΗ, 16 (Ρώυτερ). — Αναμένεται ότι η σύγκλησις του Συμβουλίου θα γίνη εντός της εβδομάδος. Αι δυτικαί δυνάμεις φαίνεται ότι θα αντιταχθούν εις την εγγραφήν του θέματος.: [792, 329, 964, 397]
headline-c1: Η ΤΟΥΡΚΙΑ ΣΥΝΑΠΤΕΙ ΣΥΜΒΑΣΕΙΣ ΟΙΚΟΝΟΜΙΚΑΣ ΜΕ ΤΗΝ ΣΟΒ. ΕΝΩΣΙΝ ΑΛΛ' Η ΔΥΣΙΣ ΕΧΕΙ ΕΜΠΙΣΤΟΣΥΝΗΝ: [1176, 9, 1546, 72]
article-a7-text: ΤΑΙ-ΠΕΧ, Φορμόζα, 16 (Ασσ. Πρές). — Αι αρχαί της Σαϊγκόν απεφάσισαν την απέλασιν των Κινέζων οι οποίοι δεν απέκτησαν την βιετναμικήν υπηκοότητα εντός της ταχθείσης προθεσμίας.: [8, 1050, 199, 1106]
article-c10-text-b: ΑΘΗΝΑΙ, 16. — Ενώπιον του πλημμελειοδικείου δικάζονται ένδεκα Πέρσαι κατηγορούμενοι διά σειράν κλοπών. Η δίκη θα συνεχισθή αύριον.: [1366, 832, 1570, 876]
headline-negotiations: ΑΙ ΔΙΑΠΡΑΓΜΑΤΕΥΣΕΙΣ ΣΥΝΕΧΙΖΟΝΤΑΙ: [687, 1494, 1072, 1516]
article-c2-body: [1152, 240, 1570, 298]
article-a1-sub: ΠΡΟΣ ΑΡΣΙΝ... ΑΜΟΙΒΟΛΙΝ!: [38, 192, 169, 204]
article-c5-text: ΒΡΕΤΑΝΝΙΑ, 16 (Ρώυτερ). — Εις μικρόν χωρίον της Αγγλίας το ταχυδρομείον λειτουργεί εντός οικίας, όπου ο ταχυδρόμος εξυπηρετεί τους κατοίκους επί τεσσαράκοντα έτη.: [1366, 377, 1570, 434]
article-a6-body: [8, 926, 400, 999]
headline-a3: ΚΑΘΩΡΙΣΘΗΣΑΝ ΤΑ ΚΑΤΩΤΑΤΑ ΟΡΙΑ ΤΗΣ ΑΜΟΙΒΗΣ ΤΩΝ ΙΑΤΡΩΝ ΕΚ ΤΗΣ ΙΔΙΩΤΙΚΗΣ ΤΩΝ ΠΕΛΑΤΕΙΑΣ: [16, 441, 393, 492]
cyprus-story: [611, 1048, 1148, 1444]
column-1: [8, 8, 400, 2316]
article-a2-sub2: Η ΓΙΑΓΙΑ ΑΠΟΔΟΚΙΜΑΖΕΙ: [42, 391, 165, 402]
rule: [410, 345, 604, 346]
article-c7-body: [1152, 678, 1570, 801]
article-c7-text-b: ΦΙΛΑΔΕΛΦΕΙΑ, 16 (Ασσ. Πρές). — Ιατροί μετεμόσχευσαν μυελόν οστέων εις βρέφος πάσχον από λευχαιμίαν. Η κατάστασις του βρέφους βελτιούται.: [1366, 755, 1570, 800]
oman-text-4: ΝΕΑ ΥΟΡΚΗ, 16 (Ρώυτερ). — Εις τα Ηνωμένα Έθνη η αίτησις των αραβικών κρατών υπεβλήθη υπό της αντιπροσωπείας της Αιγύπτου. Ο γενικός γραμματεύς κ. Χάμαρσκιολντ έλαβε γνώσιν της αιτήσεως.: [972, 158, 1144, 237]
oman-text-8: ΚΑΪΡΟΝ, 16 (Ασσ. Πρές). — Ο ραδιοφωνικός σταθμός του Καΐρου ανεκοίνωσεν ότι η Αίγυπτος υποστηρίζει τους αγωνιζομένους του Ομάν και ζητεί την απομάκρυνσιν των ξένων στρατευμάτων.: [611, 430, 783, 497]
oman-text-7: ΛΟΝΔΙΝΟΝ, 16 (Ρώυτερ). — Οι επαναστάται ανεχώρησαν εκ των πεδινών περιοχών και επανήλθον εις τα όρη του εσωτερικού. Αγγλικά αεροσκάφη εξακολουθούν τας αναγνωριστικάς πτήσεις.: [611, 344, 783, 411]
article-a3-body: [8, 496, 400, 604]
article-c3-body: [1152, 365, 1570, 512]
rule: [8, 435, 400, 437]
cyprus-text-3: ΑΜΜΟΧΩΣΤΟΣ, 16 (Ρώυτερ). — Αγγλικαί αρχαί προέβησαν εις έρευναν επί ελληνικού πλοίου προσεγγίσαντος εις τον λιμένα. Δεν ευρέθη τίποτε το ύποπτον.: [611, 1207, 784, 1264]
rule: [8, 1118, 400, 1120]
rule: [410, 661, 604, 662]
article-a2-sub3: ΠΡΟΣ ΤΟΝ ΠΑΠΠΟΣ, ΣΕΒΑΣΜΟΣ: [227, 356, 383, 368]
rule: [8, 881, 400, 883]
small-news-body: [611, 1876, 1148, 2010]
article-c10-body: [1152, 832, 1570, 882]
cyprus-text-4b: ΛΕΥΚΩΣΙΑ, 16 (Ρώυτερ). — Η οικονομική κατάστασις της νήσου έχει επιδεινωθή λόγω της παρατεινομένης ανωμαλίας. Το εμπόριον παρουσιάζει σημαντικήν κάμψιν.: [975, 1122, 1148, 1189]
small-text-1b: — Η ΜΑΡΟΚΙΝΗ ΚΥΒΕΡΝΗΣΙΣ ανεκοίνωσεν ότι θα ζητήση την αποχώρησιν των γαλλικών στρατευμάτων εκ του εδάφους της χώρας.: [975, 1876, 1148, 1932]
rule: [410, 973, 604, 974]
article-b1-text: ΑΓΚΥΡΑ, 16 (Ασσ. Πρές). — Ο κ. Τζιχάτ Μπαμπάν, διευθυντής της εφημερίδος «Γενί Γκαζέτ», κατεδικάσθη εις φυλάκισιν τεσσάρων μηνών και πρόστιμον 1460 λιρών, διότι δεν εδημοσίευσεν αμέσως διάψευσιν σταλείσαν υπό της εισαγγελίας.: [410, 75, 604, 154]
headline-a6: ΘΑ ΔΙΟΡΙΣΘΗ ΕΞ ΕΠΑΓΓΕΛΜΑΤΟΣ ΣΥΝΗΓΟΡΟΣ ΔΙΑ ΤΟΝ ΡΩΣΣΟΝ ΣΥΝΤΑΓΜΑΤΑΡΧΗΝ ΑΜΠΕΛ: [14, 888, 394, 921]
article-a2-body: [8, 318, 400, 429]
oman-sub-10: ΑΠΟΚΡΟΥΣΗ: [846, 522, 909, 534]
russia-body: [611, 1520, 1148, 1642]
article-c3-sub: ΤΕΤΡΑΔΥΜΑ ΕΤΕΚΕ ΜΙΑ ΧΩΡΙΚΗ ΕΙΣ ΤΗΝ ΒΟΣΝΙΑΝ: [1155, 368, 1353, 391]
column-rule: [1148, 8, 1149, 1044]
article-a4-text-b: ΒΑΣΙΓΚΤΩΝ, 16 (Ασσ. Πρές). — Η επιτροπή πιστώσεων της Γερουσίας απεφάσισε να αποκαταστήση μέρος των περικοπών. Το συνολικόν πρόγραμμα ανέρχεται εις 3.367.000.000 δολλάρια. Ο πρόεδρος Αϊζενχάουερ εξέφρασε την ικανοποίησίν του.: [209, 671, 400, 750]
